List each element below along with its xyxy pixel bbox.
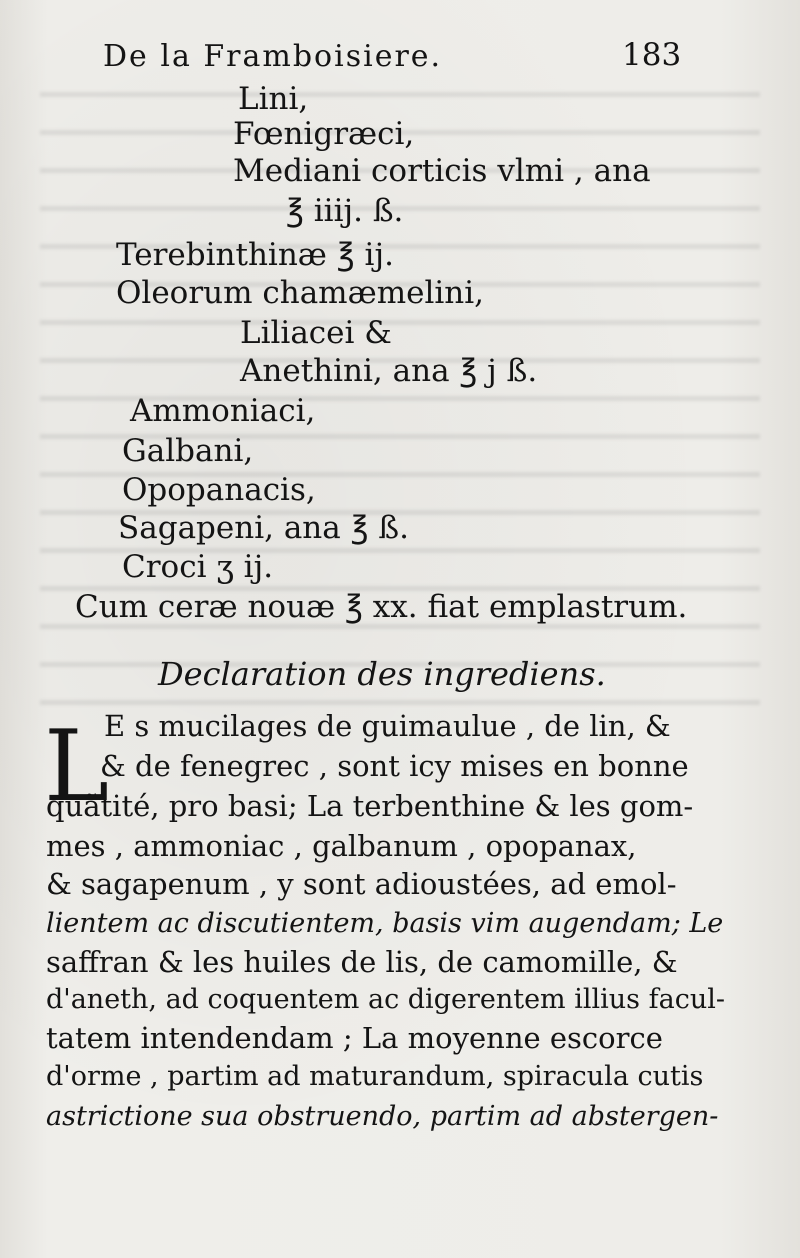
recipe-line: Galbani,: [122, 433, 254, 469]
recipe-line: Oleorum chamæmelini,: [116, 275, 485, 311]
body-line: mes , ammoniac , galbanum , opopanax,: [46, 829, 637, 863]
body-line: d'orme , partim ad maturandum, spiracula cutis: [46, 1061, 704, 1092]
recipe-line: Terebinthinæ ℥ ij.: [116, 237, 394, 273]
body-line: & de fenegrec , sont icy mises en bonne: [100, 749, 689, 783]
recipe-line: Anethini, ana ℥ j ß.: [240, 353, 538, 389]
page-number: 183: [622, 37, 682, 73]
recipe-line: Liliacei &: [240, 315, 392, 351]
recipe-line: Fœnigræci,: [233, 116, 415, 152]
recipe-line: Ammoniaci,: [130, 393, 316, 429]
body-line: E s mucilages de guimaulue , de lin, &: [104, 709, 671, 743]
recipe-line: ℥ iiij. ß.: [286, 193, 404, 229]
body-line: tatem intendendam ; La moyenne escorce: [46, 1021, 663, 1055]
recipe-line: Cum ceræ nouæ ℥ xx. fiat emplastrum.: [75, 589, 688, 625]
body-line: lientem ac discutientem, basis vim augendam; Le: [46, 908, 724, 939]
body-line: quãtité, pro basi; La terbenthine & les gom-: [46, 789, 694, 823]
recipe-line: Opopanacis,: [122, 472, 316, 508]
recipe-line: Lini,: [238, 81, 309, 117]
body-line: d'aneth, ad coquentem ac digerentem illius facul-: [46, 984, 725, 1015]
drop-cap: L: [44, 710, 110, 824]
recipe-line: Mediani corticis vlmi , ana: [233, 153, 651, 189]
body-line: & sagapenum , y sont adioustées, ad emol-: [46, 867, 677, 901]
recipe-line: Sagapeni, ana ℥ ß.: [118, 510, 409, 546]
running-title: De la Framboisiere.: [103, 39, 443, 74]
section-title: Declaration des ingrediens.: [158, 655, 606, 693]
body-line: saffran & les huiles de lis, de camomille, &: [46, 945, 678, 979]
body-line: astrictione sua obstruendo, partim ad abstergen-: [46, 1101, 719, 1132]
recipe-line: Croci ʒ ij.: [122, 549, 274, 585]
